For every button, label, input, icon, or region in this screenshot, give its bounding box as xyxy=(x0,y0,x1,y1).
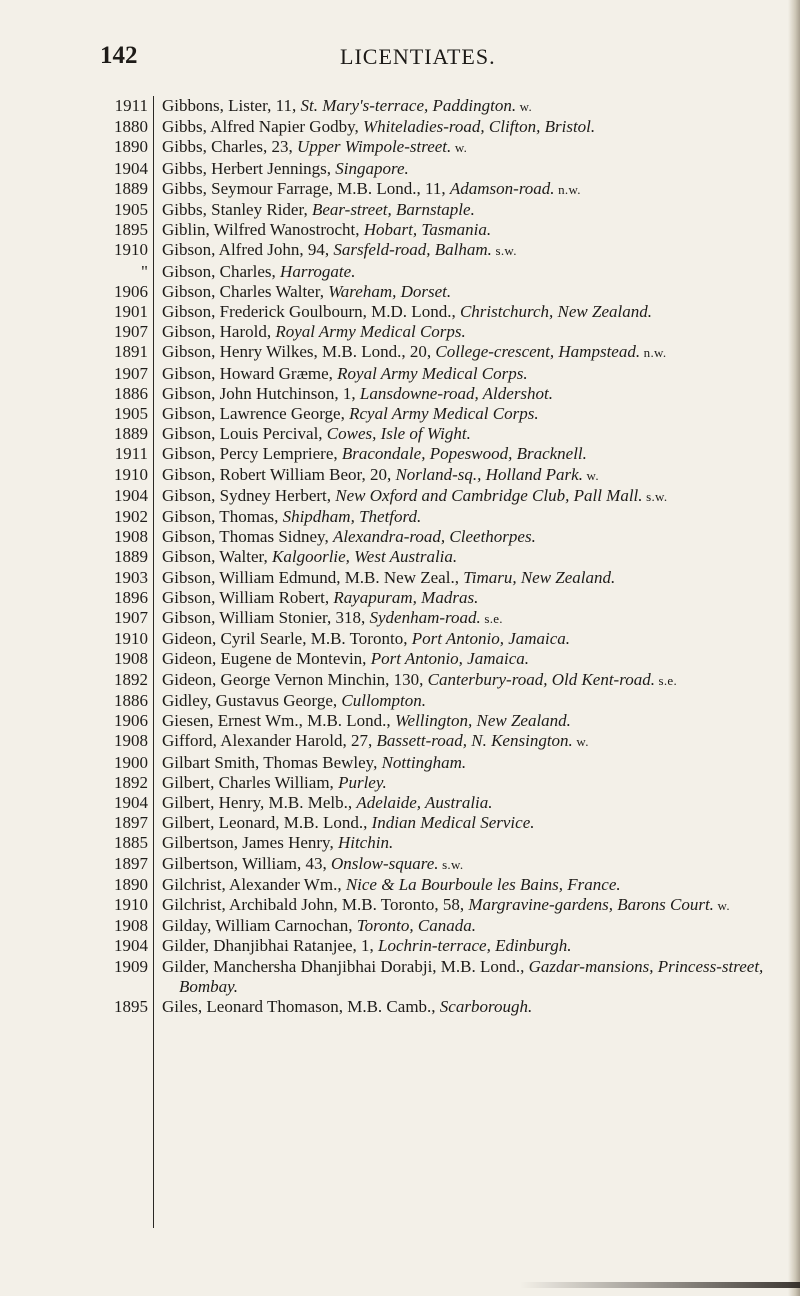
entry-year: 1908 xyxy=(114,916,148,936)
entry-year: 1897 xyxy=(114,813,148,833)
entry-text xyxy=(162,588,776,608)
entry-name: Gidley, Gustavus George, xyxy=(162,690,342,710)
entry-text xyxy=(162,895,776,916)
list-item xyxy=(96,649,776,669)
list-item xyxy=(96,793,776,813)
entry-address: Shipdham, Thetford. xyxy=(282,507,422,527)
entry-year: 1908 xyxy=(114,649,148,669)
entry-text xyxy=(162,547,776,567)
entry-year: 1911 xyxy=(114,96,148,115)
entry-address: Onslow-square. xyxy=(331,853,439,873)
entry-district: n.w. xyxy=(640,345,667,361)
entry-name: Gibson, Sydney Herbert, xyxy=(162,485,336,505)
entry-text xyxy=(162,220,776,240)
entry-name: Gilchrist, Archibald John, M.B. Toronto, 58, xyxy=(162,894,469,914)
entry-year: 1889 xyxy=(114,424,148,444)
list-item xyxy=(96,813,776,833)
entry-text xyxy=(162,997,776,1017)
list-item xyxy=(96,117,776,137)
entry-name: Giles, Leonard Thomason, M.B. Camb., xyxy=(162,996,440,1016)
entry-name: Gibbs, Alfred Napier Godby, xyxy=(162,117,363,137)
entry-name: Gilbert, Henry, M.B. Melb., xyxy=(162,792,357,812)
list-item xyxy=(96,773,776,793)
entry-district: s.w. xyxy=(491,243,517,259)
entry-name: Gilder, Manchersha Dhanjibhai Dorabji, M.B. Lond., xyxy=(162,956,529,976)
entry-address: Bassett-road, N. Kensington. xyxy=(376,731,573,751)
entry-name: Gibson, Robert William Beor, 20, xyxy=(162,464,396,484)
entry-name: Gibson, Thomas, xyxy=(162,507,283,527)
entry-name: Gibbs, Herbert Jennings, xyxy=(162,158,336,178)
page-bottom-shadow xyxy=(520,1282,800,1288)
entry-year: 1906 xyxy=(114,281,148,301)
entry-address: Purley. xyxy=(338,772,387,792)
entry-name: Gilchrist, Alexander Wm., xyxy=(162,874,346,894)
entry-year: 1890 xyxy=(114,874,148,894)
entry-address: Sarsfeld-road, Balham. xyxy=(333,240,492,260)
entry-address: Singapore. xyxy=(335,158,409,178)
entry-address: Upper Wimpole-street. xyxy=(297,137,452,157)
entry-text xyxy=(162,159,776,179)
entry-year: 1886 xyxy=(114,383,148,403)
entry-name: Gibson, Walter, xyxy=(162,547,273,567)
list-item xyxy=(96,342,776,363)
entry-year: 1903 xyxy=(114,567,148,587)
entry-address: Wellington, New Zealand. xyxy=(394,711,571,731)
entry-district: s.e. xyxy=(480,611,503,627)
entry-year: 1907 xyxy=(114,363,148,383)
entry-text xyxy=(162,813,776,833)
list-item xyxy=(96,731,776,752)
list-item xyxy=(96,302,776,322)
list-item xyxy=(96,137,776,158)
entry-year: " xyxy=(141,261,148,281)
entry-text xyxy=(162,179,776,200)
entry-text xyxy=(162,649,776,669)
entry-year: 1891 xyxy=(114,342,148,362)
entry-district: w. xyxy=(451,140,468,156)
entry-address: Toronto, Canada. xyxy=(356,916,476,936)
entry-address: College-crescent, Hampstead. xyxy=(435,342,641,362)
entry-name: Gilbert, Leonard, M.B. Lond., xyxy=(162,813,372,833)
list-item xyxy=(96,96,776,117)
entry-address: Kalgoorlie, West Australia. xyxy=(272,547,458,567)
list-item xyxy=(96,711,776,731)
entry-text xyxy=(162,731,776,752)
entry-text xyxy=(162,854,776,875)
entry-year: 1904 xyxy=(114,158,148,178)
entry-district: w. xyxy=(582,467,599,483)
entry-name: Gibson, Thomas Sidney, xyxy=(162,527,333,547)
entry-address: Nice & La Bourboule les Bains, France. xyxy=(345,874,621,894)
entry-name: Gideon, Eugene de Montevin, xyxy=(162,649,371,669)
entry-name: Gibbs, Charles, 23, xyxy=(162,137,298,157)
entry-address: Lansdowne-road, Aldershot. xyxy=(359,383,554,403)
list-item xyxy=(96,691,776,711)
list-item xyxy=(96,936,776,956)
entry-text xyxy=(162,282,776,302)
entry-text xyxy=(162,568,776,588)
entry-year: 1904 xyxy=(114,936,148,956)
entry-text xyxy=(162,608,776,629)
list-item xyxy=(96,916,776,936)
entry-name: Gibson, William Stonier, 318, xyxy=(162,608,370,628)
entry-text xyxy=(162,322,776,342)
entry-name: Gibson, Lawrence George, xyxy=(162,404,350,424)
entry-text xyxy=(162,465,776,486)
entry-name: Gibson, Percy Lempriere, xyxy=(162,444,342,464)
entry-address: Hitchin. xyxy=(337,833,394,853)
entry-year: 1886 xyxy=(114,690,148,710)
entry-text xyxy=(162,302,776,322)
entry-address: Margravine-gardens, Barons Court. xyxy=(468,894,714,914)
entry-text xyxy=(162,875,776,895)
entry-address: Hobart, Tasmania. xyxy=(363,220,492,240)
entry-text xyxy=(162,262,776,282)
entry-text xyxy=(162,916,776,936)
list-item xyxy=(96,465,776,486)
entry-text xyxy=(162,833,776,853)
entry-address: Norland-sq., Holland Park. xyxy=(395,464,583,484)
entry-address: Alexandra-road, Cleethorpes. xyxy=(332,527,536,547)
entry-text xyxy=(162,670,776,691)
list-item xyxy=(96,875,776,895)
entry-text xyxy=(162,773,776,793)
entry-address: Canterbury-road, Old Kent-road. xyxy=(427,669,655,689)
entry-name: Gibbs, Stanley Rider, xyxy=(162,200,312,220)
entry-name: Gibson, Charles, xyxy=(162,261,281,281)
entry-address: Christchurch, New Zealand. xyxy=(459,302,652,322)
list-item xyxy=(96,957,776,997)
list-item xyxy=(96,200,776,220)
entry-text xyxy=(162,711,776,731)
list-item xyxy=(96,670,776,691)
list-item xyxy=(96,240,776,261)
entry-address: Nottingham. xyxy=(381,752,467,772)
entry-name: Giblin, Wilfred Wanostrocht, xyxy=(162,220,364,240)
entry-text xyxy=(162,404,776,424)
entry-text xyxy=(162,486,776,507)
entry-text xyxy=(162,753,776,773)
entry-address: Royal Army Medical Corps. xyxy=(275,322,466,342)
list-item xyxy=(96,629,776,649)
entry-address: Port Antonio, Jamaica. xyxy=(370,649,530,669)
list-item xyxy=(96,997,776,1017)
list-item xyxy=(96,384,776,404)
entry-text xyxy=(162,691,776,711)
entry-address: Gazdar-mansions, Princess-street, Bombay. xyxy=(179,956,764,996)
list-item xyxy=(96,568,776,588)
entry-text xyxy=(162,527,776,547)
entry-year: 1900 xyxy=(114,752,148,772)
entry-year: 1895 xyxy=(114,996,148,1016)
entry-name: Gibson, Louis Percival, xyxy=(162,424,327,444)
entry-name: Gifford, Alexander Harold, 27, xyxy=(162,731,377,751)
entry-year: 1890 xyxy=(114,137,148,157)
entry-year: 1910 xyxy=(114,464,148,484)
entry-year: 1896 xyxy=(114,587,148,607)
entry-year: 1892 xyxy=(114,772,148,792)
list-item xyxy=(96,854,776,875)
entry-address: Bear-street, Barnstaple. xyxy=(311,200,475,220)
entry-address: Rcyal Army Medical Corps. xyxy=(349,404,539,424)
list-item xyxy=(96,833,776,853)
entry-name: Gideon, George Vernon Minchin, 130, xyxy=(162,669,428,689)
entry-district: w. xyxy=(572,734,589,750)
entry-year: 1889 xyxy=(114,178,148,198)
entry-address: Whiteladies-road, Clifton, Bristol. xyxy=(362,117,596,137)
list-item xyxy=(96,547,776,567)
entry-year: 1909 xyxy=(114,956,148,976)
entry-district: w. xyxy=(713,897,730,913)
entry-name: Gibson, William Edmund, M.B. New Zeal., xyxy=(162,567,464,587)
entry-name: Gilder, Dhanjibhai Ratanjee, 1, xyxy=(162,936,379,956)
entry-text xyxy=(162,240,776,261)
entry-district: s.e. xyxy=(654,672,678,688)
entry-text xyxy=(162,96,776,117)
entry-address: Sydenham-road. xyxy=(369,608,481,628)
page-edge-shadow xyxy=(788,0,800,1296)
entry-address: Wareham, Dorset. xyxy=(328,281,452,301)
entry-year: 1906 xyxy=(114,711,148,731)
entry-text xyxy=(162,384,776,404)
entry-year: 1904 xyxy=(114,485,148,505)
entry-year: 1908 xyxy=(114,527,148,547)
list-item xyxy=(96,588,776,608)
list-item xyxy=(96,364,776,384)
list-item xyxy=(96,507,776,527)
entry-text xyxy=(162,957,776,997)
entry-address: Bracondale, Popeswood, Bracknell. xyxy=(341,444,587,464)
list-item xyxy=(96,404,776,424)
list-item xyxy=(96,424,776,444)
entry-text xyxy=(162,137,776,158)
list-item xyxy=(96,527,776,547)
list-item xyxy=(96,895,776,916)
entry-address: Port Antonio, Jamaica. xyxy=(411,629,571,649)
entry-text xyxy=(162,200,776,220)
entry-name: Gideon, Cyril Searle, M.B. Toronto, xyxy=(162,629,412,649)
entry-name: Gibbons, Lister, 11, xyxy=(162,96,301,115)
list-item xyxy=(96,179,776,200)
licentiates-list xyxy=(96,96,776,1017)
entry-name: Gibson, Frederick Goulbourn, M.D. Lond., xyxy=(162,302,460,322)
entry-year: 1908 xyxy=(114,731,148,751)
page-number: 142 xyxy=(100,42,138,69)
entry-year: 1885 xyxy=(114,833,148,853)
list-item xyxy=(96,262,776,282)
entry-text xyxy=(162,793,776,813)
entry-address: Harrogate. xyxy=(280,261,356,281)
list-item xyxy=(96,282,776,302)
entry-year: 1892 xyxy=(114,669,148,689)
entry-address: Cowes, Isle of Wight. xyxy=(326,424,471,444)
entry-address: Adamson-road. xyxy=(449,178,555,198)
entry-year: 1901 xyxy=(114,302,148,322)
entry-address: Royal Army Medical Corps. xyxy=(337,363,528,383)
entry-name: Giesen, Ernest Wm., M.B. Lond., xyxy=(162,711,395,731)
entry-year: 1897 xyxy=(114,853,148,873)
list-item xyxy=(96,444,776,464)
entry-name: Gibson, Charles Walter, xyxy=(162,281,329,301)
entry-name: Gibson, Henry Wilkes, M.B. Lond., 20, xyxy=(162,342,436,362)
entry-district: s.w. xyxy=(642,488,668,504)
entry-address: Adelaide, Australia. xyxy=(356,792,493,812)
entry-year: 1910 xyxy=(114,240,148,260)
entry-text xyxy=(162,507,776,527)
entry-name: Gilday, William Carnochan, xyxy=(162,916,357,936)
entry-name: Gibbs, Seymour Farrage, M.B. Lond., 11, xyxy=(162,178,450,198)
entry-name: Gibson, Howard Græme, xyxy=(162,363,338,383)
list-item xyxy=(96,322,776,342)
entry-year: 1904 xyxy=(114,792,148,812)
entry-name: Gilbert, Charles William, xyxy=(162,772,339,792)
entry-name: Gilbertson, William, 43, xyxy=(162,853,331,873)
running-title: LICENTIATES. xyxy=(340,44,496,69)
list-item xyxy=(96,159,776,179)
entry-name: Gilbart Smith, Thomas Bewley, xyxy=(162,752,382,772)
entry-address: Cullompton. xyxy=(341,690,426,710)
entry-year: 1880 xyxy=(114,117,148,137)
entry-year: 1910 xyxy=(114,629,148,649)
entry-address: Lochrin-terrace, Edinburgh. xyxy=(378,936,572,956)
entry-year: 1889 xyxy=(114,547,148,567)
entry-district: n.w. xyxy=(554,181,581,197)
entry-year: 1895 xyxy=(114,220,148,240)
entry-text xyxy=(162,444,776,464)
entry-address: Scarborough. xyxy=(439,996,533,1016)
entry-name: Gilbertson, James Henry, xyxy=(162,833,338,853)
entry-name: Gibson, Alfred John, 94, xyxy=(162,240,334,260)
entry-year: 1905 xyxy=(114,404,148,424)
list-item xyxy=(96,608,776,629)
entry-year: 1911 xyxy=(114,444,148,464)
entry-text xyxy=(162,424,776,444)
entry-address: St. Mary's-terrace, Paddington. xyxy=(300,96,517,115)
entry-district: w. xyxy=(516,99,533,114)
entry-name: Gibson, Harold, xyxy=(162,322,276,342)
page-header xyxy=(0,42,800,72)
entry-year: 1902 xyxy=(114,507,148,527)
list-item xyxy=(96,753,776,773)
entry-year: 1905 xyxy=(114,200,148,220)
entry-text xyxy=(162,364,776,384)
entry-address: New Oxford and Cambridge Club, Pall Mall. xyxy=(335,485,643,505)
entry-address: Timaru, New Zealand. xyxy=(463,567,616,587)
entry-address: Indian Medical Service. xyxy=(371,813,535,833)
entry-text xyxy=(162,936,776,956)
list-item xyxy=(96,220,776,240)
list-item xyxy=(96,486,776,507)
entry-text xyxy=(162,342,776,363)
entry-text xyxy=(162,629,776,649)
entry-name: Gibson, John Hutchinson, 1, xyxy=(162,383,360,403)
entry-name: Gibson, William Robert, xyxy=(162,587,334,607)
entry-text xyxy=(162,117,776,137)
entry-district: s.w. xyxy=(438,856,464,872)
entry-year: 1910 xyxy=(114,894,148,914)
entry-address: Rayapuram, Madras. xyxy=(333,587,479,607)
entry-year: 1907 xyxy=(114,608,148,628)
entry-year: 1907 xyxy=(114,322,148,342)
